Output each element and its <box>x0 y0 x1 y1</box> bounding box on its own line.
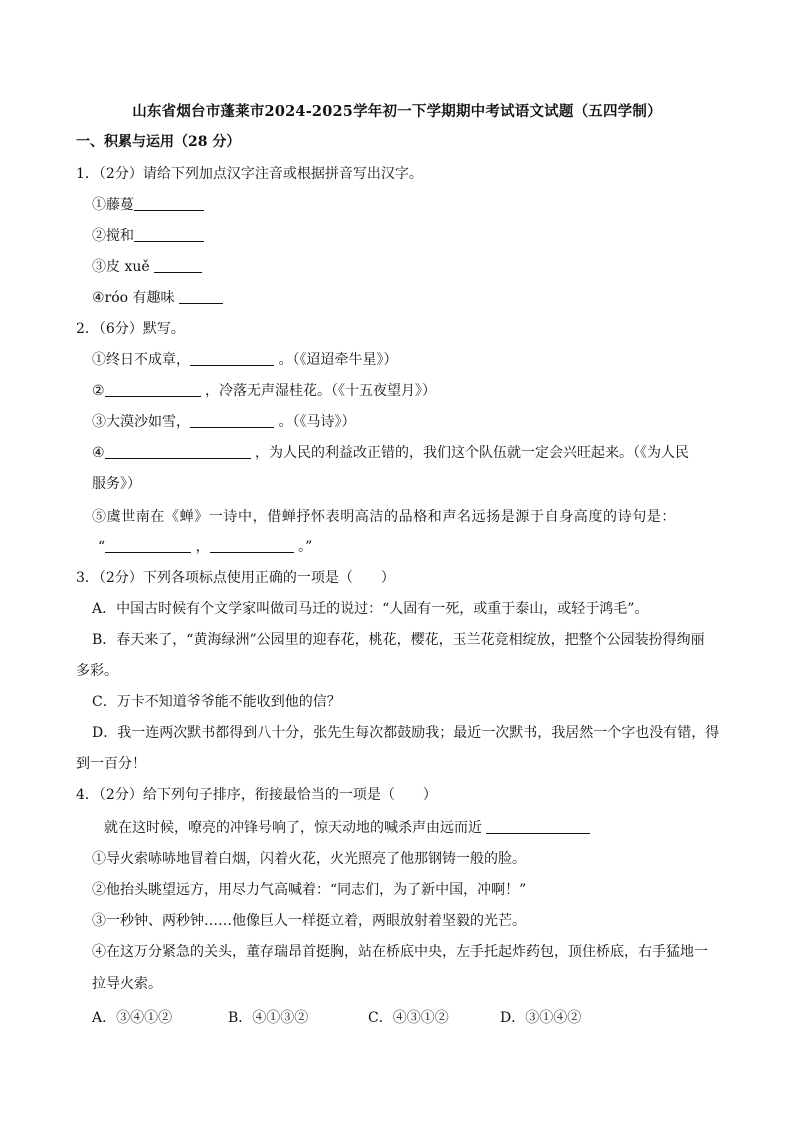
answer-blank[interactable] <box>134 227 204 242</box>
q3-option-c: C．万卡不知道爷爷能不能收到他的信？ <box>92 694 341 710</box>
answer-blank[interactable] <box>190 413 274 428</box>
q4-intro: 就在这时候，嘹亮的冲锋号响了，惊天动地的喊杀声由远而近 <box>104 818 590 838</box>
answer-blank[interactable] <box>190 351 274 366</box>
answer-blank[interactable] <box>210 538 294 553</box>
q1-item-4: ④róo 有趣味 <box>92 288 223 308</box>
q4-sentence-4: ④在这万分紧急的关头，董存瑞昂首挺胸，站在桥底中央，左手托起炸药包，顶住桥底，右手猛地一 <box>92 944 708 960</box>
q3-stem: 3．（2分）下列各项标点使用正确的一项是（ ） <box>76 570 395 586</box>
q2-item-3: ③大漠沙如雪， 。（《马诗》） <box>92 414 356 430</box>
q4-option-d[interactable]: D．③①④② <box>500 1010 582 1026</box>
q2-item-4-cont: 服务》） <box>92 476 141 492</box>
answer-blank[interactable] <box>105 538 191 553</box>
q2-item-4: ④ ，为人民的利益改正错的，我们这个队伍就一定会兴旺起来。（《为人民 <box>92 445 690 461</box>
q1-item-1: ①藤蔓 <box>92 195 204 215</box>
q4-sentence-2: ②他抬头眺望远方，用尽力气高喊着：“同志们，为了新中国，冲啊！” <box>92 882 527 898</box>
q2-item-5-blanks: “ ， 。” <box>98 539 313 555</box>
answer-blank[interactable] <box>154 258 202 273</box>
page-title: 山东省烟台市蓬莱市2024-2025学年初一下学期期中考试语文试题（五四学制） <box>132 103 662 120</box>
q2-item-5: ⑤虞世南在《蝉》一诗中，借蝉抒怀表明高洁的品格和声名远扬是源于自身高度的诗句是： <box>92 509 676 525</box>
q4-sentence-4-cont: 拉导火索。 <box>92 976 162 992</box>
q2-item-2: ② ，冷落无声湿桂花。（《十五夜望月》） <box>92 383 437 399</box>
answer-blank[interactable] <box>105 444 251 459</box>
q3-option-d: D．我一连两次默书都得到八十分，张先生每次都鼓励我；最近一次默书，我居然一个字也没有错，得 <box>92 725 720 741</box>
q4-option-c[interactable]: C．④③①② <box>368 1010 449 1026</box>
q1-stem: 1．（2分）请给下列加点汉字注音或根据拼音写出汉字。 <box>76 166 423 182</box>
q4-options <box>92 1007 692 1027</box>
q3-option-b: B．春天来了，“黄海绿洲”公园里的迎春花，桃花，樱花，玉兰花竞相绽放，把整个公园装扮得绚丽 <box>92 632 705 648</box>
q4-stem: 4．（2分）给下列句子排序，衔接最恰当的一项是（ ） <box>76 787 437 803</box>
q3-option-a: A．中国古时候有个文学家叫做司马迁的说过：“人固有一死，或重于泰山，或轻于鸿毛”。 <box>92 601 649 617</box>
q1-item-2: ②搅和 <box>92 226 204 246</box>
answer-blank[interactable] <box>105 382 201 397</box>
q1-item-3: ③皮 xuě <box>92 257 202 277</box>
q3-option-b-cont: 多彩。 <box>76 663 118 679</box>
q4-sentence-1: ①导火索哧哧地冒着白烟，闪着火花，火光照亮了他那钢铸一般的脸。 <box>92 851 526 867</box>
answer-blank[interactable] <box>134 196 204 211</box>
answer-blank[interactable] <box>179 289 223 304</box>
q4-option-b[interactable]: B．④①③② <box>228 1010 309 1026</box>
q4-sentence-3: ③一秒钟、两秒钟……他像巨人一样挺立着，两眼放射着坚毅的光芒。 <box>92 913 526 929</box>
q4-option-a[interactable]: A．③④①② <box>92 1010 173 1026</box>
q2-item-1: ①终日不成章， 。（《迢迢牵牛星》） <box>92 352 398 368</box>
section-heading: 一、积累与运用（28 分） <box>76 134 241 150</box>
answer-blank[interactable] <box>486 819 590 834</box>
q3-option-d-cont: 到一百分！ <box>76 756 146 772</box>
q2-stem: 2．（6分）默写。 <box>76 321 185 337</box>
